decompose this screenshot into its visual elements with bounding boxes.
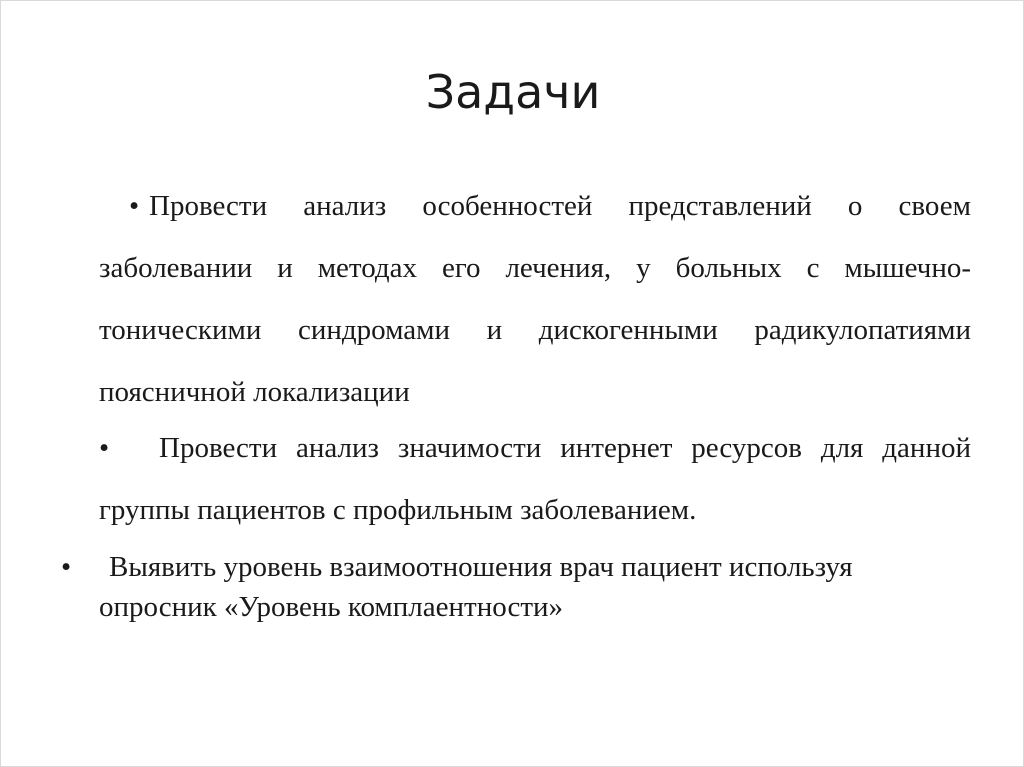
task-text-2: Провести анализ значимости интернет ресурсов для данной группы пациентов с профильным заболеванием. [99, 432, 971, 526]
task-item-1 [99, 175, 971, 423]
bullet-icon: • [99, 432, 110, 464]
task-item-2 [99, 417, 971, 541]
bullet-icon: • [129, 190, 140, 222]
task-item-3 [61, 547, 859, 627]
bullet-icon: • [61, 551, 72, 583]
task-text-1: Провести анализ особенностей представлений о своем заболевании и методах его лечения, у больных с мышечно-тоническими синдромами и дискогенными радикулопатиями поясничной локализации [99, 190, 971, 408]
task-text-3: Выявить уровень взаимоотношения врач пациент используя опросник «Уровень комплаентности» [99, 551, 853, 623]
slide-title: Задачи [425, 65, 601, 119]
